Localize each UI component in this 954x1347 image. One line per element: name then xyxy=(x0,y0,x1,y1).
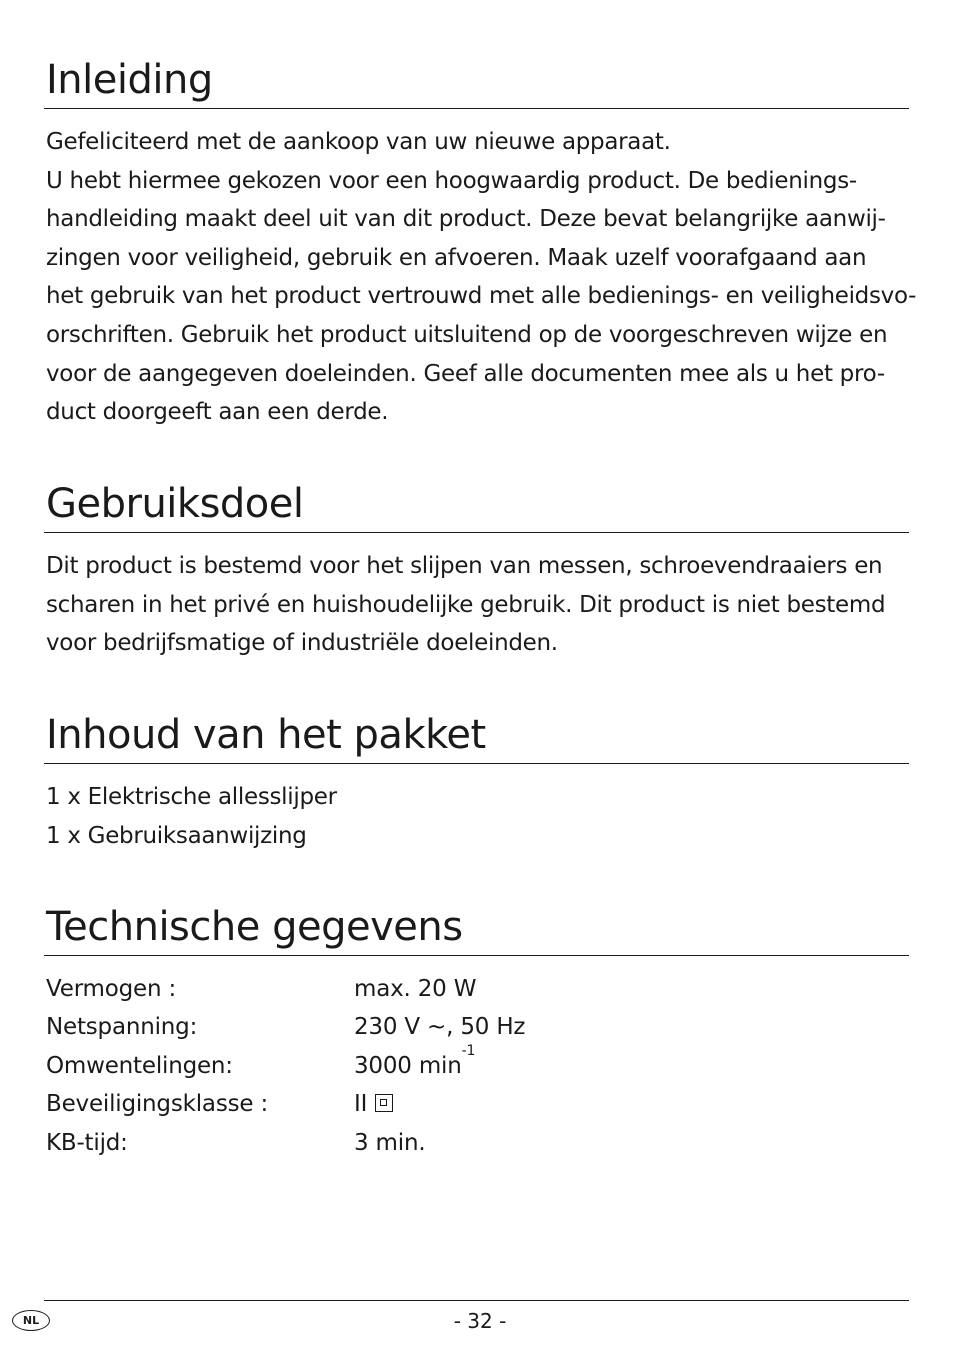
contents-heading: Inhoud van het pakket xyxy=(46,712,486,758)
spec-label: Netspanning: xyxy=(46,1014,198,1041)
contents-rule xyxy=(44,763,909,764)
list-item: 1 x Elektrische allesslijper xyxy=(46,784,337,810)
footer-rule xyxy=(44,1300,909,1301)
contents-list xyxy=(46,778,337,855)
spec-label: Vermogen : xyxy=(46,976,177,1002)
protection-class-ii-icon xyxy=(375,1094,393,1112)
spec-label: Omwentelingen: xyxy=(46,1052,233,1079)
intro-line: handleiding maakt deel uit van dit product. Deze bevat belangrijke aanwij- xyxy=(46,206,886,233)
intro-rule xyxy=(44,108,909,109)
spec-value: max. 20 W xyxy=(354,976,477,1002)
specs-table xyxy=(46,970,646,1162)
intro-heading: Inleiding xyxy=(46,57,213,103)
spec-value: 230 V ~, 50 Hz xyxy=(354,1014,526,1041)
spec-row-kb-time xyxy=(46,1124,646,1162)
spec-label: Beveiligingsklasse : xyxy=(46,1091,268,1118)
spec-value xyxy=(354,1085,393,1123)
intro-paragraph xyxy=(46,123,917,432)
specs-heading: Technische gegevens xyxy=(46,904,463,950)
specs-rule xyxy=(44,955,909,956)
purpose-line: voor bedrijfsmatige of industriële doeleinden. xyxy=(46,630,558,657)
purpose-rule xyxy=(44,532,909,533)
purpose-heading: Gebruiksdoel xyxy=(46,481,304,527)
intro-line: Gefeliciteerd met de aankoop van uw nieuwe apparaat. xyxy=(46,129,671,155)
spec-row-rotation xyxy=(46,1042,646,1085)
purpose-paragraph xyxy=(46,547,906,663)
intro-line: het gebruik van het product vertrouwd met alle bedienings- en veiligheidsvo- xyxy=(46,283,917,310)
intro-line: zingen voor veiligheid, gebruik en afvoeren. Maak uzelf voorafgaand aan xyxy=(46,244,867,271)
intro-line: voor de aangegeven doeleinden. Geef alle documenten mee als u het pro- xyxy=(46,360,885,387)
language-badge: NL xyxy=(12,1310,50,1331)
spec-label: KB-tijd: xyxy=(46,1129,128,1156)
intro-line: duct doorgeeft aan een derde. xyxy=(46,399,389,426)
spec-value-superscript: -1 xyxy=(461,1042,476,1059)
spec-value xyxy=(354,1042,476,1085)
spec-value-text: 3000 min xyxy=(354,1052,462,1079)
spec-row-voltage xyxy=(46,1008,646,1046)
spec-value: 3 min. xyxy=(354,1129,426,1156)
intro-line: orschriften. Gebruik het product uitsluitend op de voorgeschreven wijze en xyxy=(46,321,888,348)
page-number: - 32 - xyxy=(453,1309,507,1333)
purpose-line: Dit product is bestemd voor het slijpen van messen, schroevendraaiers en xyxy=(46,553,883,579)
intro-line: U hebt hiermee gekozen voor een hoogwaardig product. De bedienings- xyxy=(46,167,857,194)
spec-row-protection-class xyxy=(46,1085,646,1123)
spec-row-power xyxy=(46,970,646,1008)
list-item: 1 x Gebruiksaanwijzing xyxy=(46,822,307,849)
spec-value-text: II xyxy=(354,1091,368,1118)
purpose-line: scharen in het privé en huishoudelijke gebruik. Dit product is niet bestemd xyxy=(46,591,886,618)
